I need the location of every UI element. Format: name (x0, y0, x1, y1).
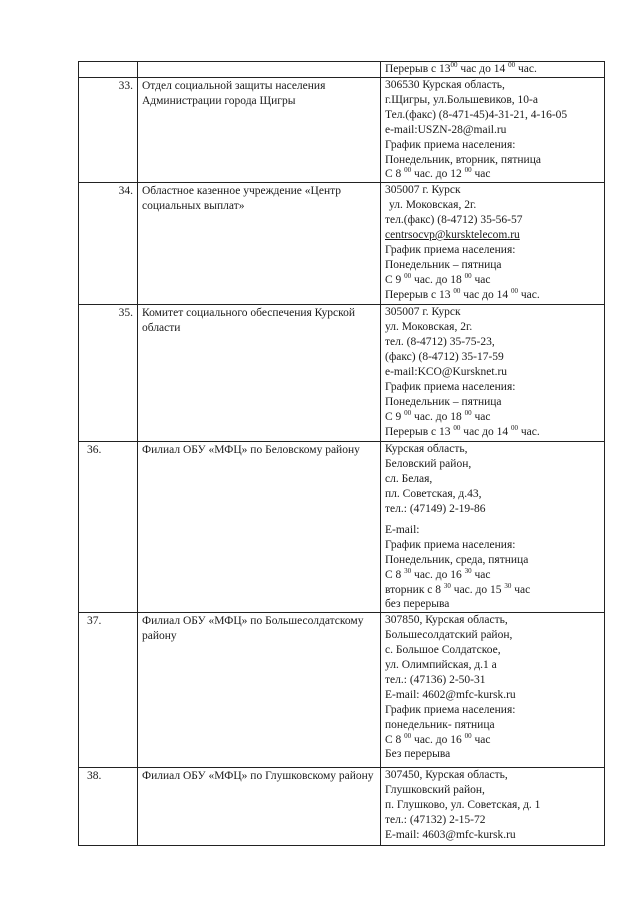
contact-line: Большесолдатский район, (385, 629, 513, 642)
contact-line: Понедельник – пятница (385, 258, 502, 271)
contact-line: e-mail:KCO@Kursknet.ru (385, 365, 508, 378)
contact-details (381, 768, 605, 846)
contact-line: 307450, Курская область, (385, 769, 508, 782)
contact-line: ул. Моковская, 2г. (385, 321, 473, 334)
contact-details (381, 305, 605, 442)
table-row (79, 62, 605, 78)
contact-line: Понедельник, вторник, пятница (385, 153, 541, 166)
table-row (79, 442, 605, 613)
contact-line: График приема населения: (385, 538, 516, 551)
row-number: 36. (79, 442, 138, 613)
contact-line: (факс) (8-4712) 35-17-59 (385, 351, 504, 364)
table-row (79, 305, 605, 442)
contact-line: 307850, Курская область, (385, 614, 508, 627)
contact-line: График приема населения: (385, 380, 516, 393)
contact-line: С 9 $^{00}$ час. до 18 $^{00}$ час (385, 271, 491, 286)
contact-line: E-mail: (385, 523, 420, 536)
contact-details (381, 78, 605, 183)
row-number (79, 62, 138, 78)
contact-line: пл. Советская, д.43, (385, 488, 482, 501)
organization-name: Отдел социальной защиты населения Администрации города Щигры (138, 78, 381, 183)
organization-name: Областное казенное учреждение «Центр социальных выплат» (138, 183, 381, 305)
contact-line: График приема населения: (385, 703, 516, 716)
contact-line: вторник с 8 $^{30}$ час. до 15 $^{30}$ час (385, 581, 531, 596)
contact-line: г.Щигры, ул.Большевиков, 10-а (385, 93, 538, 106)
contact-line: с. Большое Солдатское, (385, 644, 501, 657)
contact-line: Понедельник, среда, пятница (385, 553, 529, 566)
contact-details (381, 613, 605, 768)
organization-name: Комитет социального обеспечения Курской области (138, 305, 381, 442)
contacts-table (78, 61, 605, 846)
contact-line: E-mail: 4602@mfc-kursk.ru (385, 688, 516, 701)
row-number: 37. (79, 613, 138, 768)
contact-line: Понедельник – пятница (385, 395, 502, 408)
row-number: 35. (79, 305, 138, 442)
contact-line: понедельник- пятница (385, 718, 495, 731)
contact-line: тел.: (47132) 2-15-72 (385, 814, 486, 827)
contact-line: без перерыва (385, 598, 450, 611)
contact-line: e-mail:USZN-28@mail.ru (385, 123, 507, 136)
contact-line: График приема населения: (385, 138, 516, 151)
contact-line: ул. Олимпийская, д.1 а (385, 659, 497, 672)
contact-line: Курская область, (385, 443, 468, 456)
table-row (79, 78, 605, 183)
table-row (79, 183, 605, 305)
contact-line: тел. (8-4712) 35-75-23, (385, 336, 495, 349)
contact-line: Перерыв с 13 $^{00}$ час до 14 $^{00}$ час. (385, 423, 540, 438)
contact-line: п. Глушково, ул. Советская, д. 1 (385, 799, 541, 812)
contact-line: График приема населения: (385, 243, 516, 256)
contact-line: 305007 г. Курск (385, 306, 461, 319)
contact-details (381, 442, 605, 613)
email-link[interactable]: centrsocvp@kursktelecom.ru (385, 229, 520, 242)
contact-line: E-mail: 4603@mfc-kursk.ru (385, 828, 516, 841)
contact-line: С 8 $^{00}$ час. до 12 $^{00}$ час (385, 166, 491, 181)
row-number: 33. (79, 78, 138, 183)
contact-details (381, 183, 605, 305)
contact-line: Беловский район, (385, 458, 472, 471)
contact-line: Перерыв с $13^{00}$ час до 14 $^{00}$ час. (385, 61, 537, 75)
contact-line: С 8 $^{00}$ час. до 16 $^{00}$ час (385, 731, 491, 746)
contact-line: Глушковский район, (385, 784, 485, 797)
table-row (79, 768, 605, 846)
organization-name: Филиал ОБУ «МФЦ» по Глушковскому району (138, 768, 381, 846)
contact-line: тел.: (47149) 2-19-86 (385, 502, 486, 515)
organization-name (138, 62, 381, 78)
organization-name: Филиал ОБУ «МФЦ» по Беловскому району (138, 442, 381, 613)
contact-line: С 9 $^{00}$ час. до 18 $^{00}$ час (385, 408, 491, 423)
contact-line: сл. Белая, (385, 473, 433, 486)
contact-line: Тел.(факс) (8-471-45)4-31-21, 4-16-05 (385, 108, 568, 121)
row-number: 38. (79, 768, 138, 846)
contact-line: Без перерыва (385, 748, 451, 761)
contact-line: тел.(факс) (8-4712) 35-56-57 (385, 214, 523, 227)
contact-line: тел.: (47136) 2-50-31 (385, 673, 486, 686)
contact-line: 305007 г. Курск (385, 184, 461, 197)
table-row (79, 613, 605, 768)
contact-line: С 8 $^{30}$ час. до 16 $^{30}$ час (385, 566, 491, 581)
contact-line: 306530 Курская область, (385, 79, 505, 91)
organization-name: Филиал ОБУ «МФЦ» по Большесолдатскому району (138, 613, 381, 768)
contact-details (381, 62, 605, 78)
contact-line: ул. Моковская, 2г. (389, 199, 477, 212)
row-number: 34. (79, 183, 138, 305)
contact-line: Перерыв с 13 $^{00}$ час до 14 $^{00}$ час. (385, 286, 540, 301)
